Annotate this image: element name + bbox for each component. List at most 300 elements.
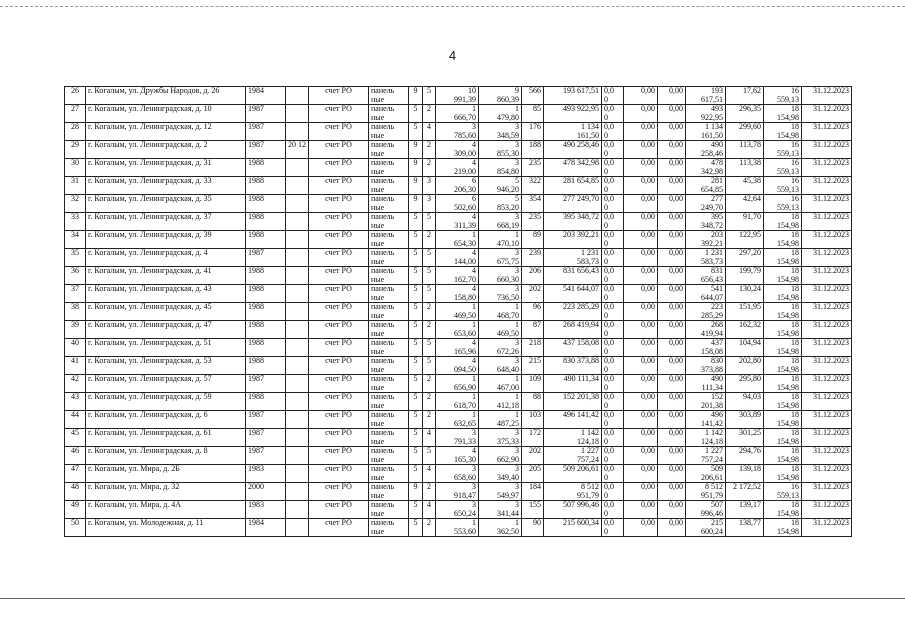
budget-b: 0,00 <box>658 213 686 231</box>
cost-per-sqm: 2 172,52 <box>726 483 764 501</box>
fund-zero <box>602 357 624 375</box>
build-year: 2000 <box>246 483 286 501</box>
total-area <box>436 285 479 303</box>
fund-method: счет РО <box>309 357 369 375</box>
total-cost-part: 1 227 <box>581 446 599 455</box>
limit-cost <box>764 303 802 321</box>
limit-cost-part: 154,98 <box>777 383 799 392</box>
total-area-part: 1 <box>472 302 476 311</box>
address: г. Когалым, ул. Ленинградская, д. 59 <box>86 393 246 411</box>
living-area-part: 375,33 <box>497 437 519 446</box>
total-cost <box>544 501 602 519</box>
extra-year <box>286 375 309 393</box>
living-area <box>479 375 522 393</box>
limit-cost-part: 18 <box>791 518 799 527</box>
total-area <box>436 141 479 159</box>
fund-method: счет РО <box>309 87 369 105</box>
owner-funds-part: 1 142 <box>705 428 723 437</box>
total-cost <box>544 339 602 357</box>
wall-material <box>369 213 409 231</box>
limit-cost-part: 154,98 <box>777 275 799 284</box>
fund-zero <box>602 303 624 321</box>
total-area-part: 3 <box>472 464 476 473</box>
total-cost <box>544 519 602 537</box>
row-number: 46 <box>65 447 86 465</box>
living-area-part: 349,40 <box>497 473 519 482</box>
fund-zero-part: 0 <box>604 527 608 536</box>
wall-material-part: ные <box>371 527 385 536</box>
wall-material <box>369 159 409 177</box>
living-area <box>479 411 522 429</box>
cost-per-sqm: 104,94 <box>726 339 764 357</box>
budget-b: 0,00 <box>658 195 686 213</box>
living-area <box>479 519 522 537</box>
entrances: 2 <box>423 303 436 321</box>
wall-material-part: панель <box>371 518 395 527</box>
total-cost-part: 490 258,46 <box>563 140 599 149</box>
limit-cost-part: 154,98 <box>777 329 799 338</box>
total-area <box>436 465 479 483</box>
owner-funds-part: 258,46 <box>701 149 723 158</box>
wall-material <box>369 177 409 195</box>
total-area <box>436 501 479 519</box>
owner-funds <box>686 213 726 231</box>
living-area-part: 469,50 <box>497 329 519 338</box>
total-area <box>436 321 479 339</box>
build-year: 1987 <box>246 123 286 141</box>
wall-material-part: панель <box>371 446 395 455</box>
total-area-part: 654,30 <box>454 239 476 248</box>
total-area-part: 309,00 <box>454 149 476 158</box>
living-area-part: 854,80 <box>497 167 519 176</box>
table-row <box>65 141 852 159</box>
limit-cost-part: 154,98 <box>777 473 799 482</box>
build-year: 1984 <box>246 519 286 537</box>
living-area-part: 341,44 <box>497 509 519 518</box>
owner-funds <box>686 195 726 213</box>
budget-a: 0,00 <box>624 231 658 249</box>
owner-funds-part: 1 231 <box>705 248 723 257</box>
deadline-date: 31.12.2023 <box>802 357 852 375</box>
budget-a: 0,00 <box>624 411 658 429</box>
budget-a: 0,00 <box>624 393 658 411</box>
limit-cost-part: 154,98 <box>777 401 799 410</box>
total-area-part: 918,47 <box>454 491 476 500</box>
limit-cost-part: 16 <box>791 140 799 149</box>
total-area-part: 311,39 <box>454 221 476 230</box>
living-area-part: 672,26 <box>497 347 519 356</box>
fund-zero-part: 0,0 <box>604 428 614 437</box>
owner-funds <box>686 177 726 195</box>
wall-material-part: ные <box>371 509 385 518</box>
table-row <box>65 231 852 249</box>
entrances: 2 <box>423 321 436 339</box>
total-cost <box>544 375 602 393</box>
living-area <box>479 429 522 447</box>
cost-per-sqm: 139,18 <box>726 465 764 483</box>
total-area-part: 1 <box>472 320 476 329</box>
limit-cost <box>764 213 802 231</box>
residents: 109 <box>522 375 544 393</box>
total-area-part: 469,50 <box>454 311 476 320</box>
floors: 5 <box>409 285 423 303</box>
owner-funds-part: 249,70 <box>701 203 723 212</box>
wall-material-part: ные <box>371 239 385 248</box>
owner-funds <box>686 393 726 411</box>
entrances: 2 <box>423 141 436 159</box>
total-cost <box>544 267 602 285</box>
fund-zero-part: 0,0 <box>604 482 614 491</box>
living-area-part: 3 <box>515 428 519 437</box>
page-number: 4 <box>448 48 457 63</box>
limit-cost-part: 16 <box>791 482 799 491</box>
total-area <box>436 411 479 429</box>
table-body <box>65 87 852 537</box>
fund-zero-part: 0 <box>604 221 608 230</box>
extra-year: 20 12 <box>286 141 309 159</box>
living-area-part: 468,70 <box>497 311 519 320</box>
wall-material-part: ные <box>371 167 385 176</box>
fund-method: счет РО <box>309 123 369 141</box>
total-area-part: 553,60 <box>454 527 476 536</box>
owner-funds <box>686 321 726 339</box>
wall-material <box>369 429 409 447</box>
fund-zero-part: 0 <box>604 365 608 374</box>
cost-per-sqm: 202,80 <box>726 357 764 375</box>
total-area-part: 3 <box>472 428 476 437</box>
address: г. Когалым, ул. Ленинградская, д. 31 <box>86 159 246 177</box>
total-area-part: 632,65 <box>454 419 476 428</box>
fund-zero <box>602 267 624 285</box>
wall-material-part: панель <box>371 500 395 509</box>
budget-a: 0,00 <box>624 339 658 357</box>
entrances: 4 <box>423 465 436 483</box>
total-area-part: 6 <box>472 194 476 203</box>
extra-year <box>286 303 309 321</box>
living-area-part: 467,00 <box>497 383 519 392</box>
fund-method: счет РО <box>309 519 369 537</box>
total-cost <box>544 87 602 105</box>
table-row <box>65 501 852 519</box>
residents: 235 <box>522 213 544 231</box>
budget-b: 0,00 <box>658 123 686 141</box>
row-number: 40 <box>65 339 86 357</box>
entrances: 2 <box>423 519 436 537</box>
budget-a: 0,00 <box>624 141 658 159</box>
deadline-date: 31.12.2023 <box>802 375 852 393</box>
deadline-date: 31.12.2023 <box>802 429 852 447</box>
fund-method: счет РО <box>309 231 369 249</box>
cost-per-sqm: 138,77 <box>726 519 764 537</box>
deadline-date: 31.12.2023 <box>802 249 852 267</box>
limit-cost-part: 154,98 <box>777 365 799 374</box>
fund-zero-part: 0 <box>604 239 608 248</box>
total-cost <box>544 213 602 231</box>
wall-material-part: панель <box>371 356 395 365</box>
owner-funds-part: 437 <box>711 338 723 347</box>
address: г. Когалым, ул. Ленинградская, д. 47 <box>86 321 246 339</box>
owner-funds <box>686 375 726 393</box>
deadline-date: 31.12.2023 <box>802 213 852 231</box>
build-year: 1983 <box>246 501 286 519</box>
residents: 205 <box>522 465 544 483</box>
row-number: 50 <box>65 519 86 537</box>
total-cost-part: 583,73 <box>577 257 599 266</box>
build-year: 1988 <box>246 357 286 375</box>
wall-material-part: панель <box>371 266 395 275</box>
living-area-part: 1 <box>515 302 519 311</box>
limit-cost <box>764 321 802 339</box>
living-area <box>479 501 522 519</box>
row-number: 33 <box>65 213 86 231</box>
fund-zero-part: 0 <box>604 275 608 284</box>
limit-cost <box>764 393 802 411</box>
living-area-part: 3 <box>515 284 519 293</box>
fund-method: счет РО <box>309 375 369 393</box>
total-area <box>436 195 479 213</box>
residents: 90 <box>522 519 544 537</box>
budget-b: 0,00 <box>658 267 686 285</box>
limit-cost-part: 154,98 <box>777 455 799 464</box>
cost-per-sqm: 151,95 <box>726 303 764 321</box>
fund-zero <box>602 447 624 465</box>
wall-material-part: панель <box>371 248 395 257</box>
address: г. Когалым, ул. Ленинградская, д. 57 <box>86 375 246 393</box>
wall-material <box>369 267 409 285</box>
floors: 5 <box>409 429 423 447</box>
entrances: 5 <box>423 249 436 267</box>
wall-material-part: ные <box>371 329 385 338</box>
owner-funds-part: 656,43 <box>701 275 723 284</box>
owner-funds <box>686 87 726 105</box>
cost-per-sqm: 294,76 <box>726 447 764 465</box>
cost-per-sqm: 295,80 <box>726 375 764 393</box>
fund-zero-part: 0,0 <box>604 338 614 347</box>
fund-zero-part: 0 <box>604 383 608 392</box>
floors: 5 <box>409 321 423 339</box>
living-area-part: 1 <box>515 104 519 113</box>
budget-b: 0,00 <box>658 105 686 123</box>
limit-cost <box>764 105 802 123</box>
wall-material <box>369 321 409 339</box>
fund-zero-part: 0,0 <box>604 140 614 149</box>
budget-b: 0,00 <box>658 321 686 339</box>
owner-funds-part: 111,34 <box>701 383 723 392</box>
total-cost <box>544 249 602 267</box>
limit-cost <box>764 177 802 195</box>
entrances: 5 <box>423 267 436 285</box>
limit-cost-part: 154,98 <box>777 419 799 428</box>
entrances: 5 <box>423 87 436 105</box>
wall-material-part: ные <box>371 221 385 230</box>
residents: 218 <box>522 339 544 357</box>
floors: 5 <box>409 465 423 483</box>
deadline-date: 31.12.2023 <box>802 411 852 429</box>
total-cost-part: 152 201,38 <box>563 392 599 401</box>
total-cost-part: 509 206,61 <box>563 464 599 473</box>
budget-a: 0,00 <box>624 87 658 105</box>
owner-funds-part: 342,98 <box>701 167 723 176</box>
living-area <box>479 231 522 249</box>
residents: 87 <box>522 321 544 339</box>
budget-b: 0,00 <box>658 141 686 159</box>
address: г. Когалым, ул. Ленинградская, д. 43 <box>86 285 246 303</box>
row-number: 47 <box>65 465 86 483</box>
extra-year <box>286 393 309 411</box>
budget-a: 0,00 <box>624 105 658 123</box>
residents: 88 <box>522 393 544 411</box>
row-number: 29 <box>65 141 86 159</box>
build-year: 1988 <box>246 285 286 303</box>
total-area <box>436 177 479 195</box>
address: г. Когалым, ул. Ленинградская, д. 37 <box>86 213 246 231</box>
living-area-part: 662,90 <box>497 455 519 464</box>
limit-cost-part: 18 <box>791 500 799 509</box>
table-row <box>65 483 852 501</box>
budget-b: 0,00 <box>658 303 686 321</box>
owner-funds-part: 124,18 <box>701 437 723 446</box>
limit-cost <box>764 465 802 483</box>
budget-a: 0,00 <box>624 375 658 393</box>
owner-funds-part: 951,79 <box>701 491 723 500</box>
owner-funds <box>686 285 726 303</box>
owner-funds <box>686 303 726 321</box>
limit-cost-part: 154,98 <box>777 131 799 140</box>
owner-funds-part: 617,51 <box>701 95 723 104</box>
fund-zero-part: 0 <box>604 311 608 320</box>
address: г. Когалым, ул. Ленинградская, д. 33 <box>86 177 246 195</box>
entrances: 2 <box>423 411 436 429</box>
limit-cost-part: 18 <box>791 122 799 131</box>
floors: 5 <box>409 501 423 519</box>
limit-cost-part: 18 <box>791 248 799 257</box>
total-cost-part: 268 419,94 <box>563 320 599 329</box>
owner-funds-part: 996,46 <box>701 509 723 518</box>
extra-year <box>286 159 309 177</box>
living-area-part: 9 <box>515 86 519 95</box>
limit-cost-part: 154,98 <box>777 509 799 518</box>
total-area-part: 656,90 <box>454 383 476 392</box>
fund-zero-part: 0,0 <box>604 86 614 95</box>
fund-zero <box>602 465 624 483</box>
fund-zero-part: 0,0 <box>604 230 614 239</box>
fund-zero-part: 0,0 <box>604 500 614 509</box>
owner-funds-part: 490 <box>711 374 723 383</box>
deadline-date: 31.12.2023 <box>802 195 852 213</box>
living-area <box>479 159 522 177</box>
row-number: 30 <box>65 159 86 177</box>
total-cost-part: 757,24 <box>577 455 599 464</box>
address: г. Когалым, ул. Молодежная, д. 11 <box>86 519 246 537</box>
total-area-part: 785,60 <box>454 131 476 140</box>
fund-zero-part: 0,0 <box>604 464 614 473</box>
extra-year <box>286 357 309 375</box>
fund-zero-part: 0,0 <box>604 392 614 401</box>
entrances: 2 <box>423 105 436 123</box>
wall-material-part: ные <box>371 383 385 392</box>
limit-cost <box>764 501 802 519</box>
owner-funds-part: 161,50 <box>701 131 723 140</box>
owner-funds-part: 285,29 <box>701 311 723 320</box>
wall-material-part: панель <box>371 140 395 149</box>
wall-material-part: панель <box>371 464 395 473</box>
wall-material-part: ные <box>371 401 385 410</box>
living-area-part: 3 <box>515 482 519 491</box>
cost-per-sqm: 296,35 <box>726 105 764 123</box>
deadline-date: 31.12.2023 <box>802 159 852 177</box>
total-area-part: 1 <box>472 392 476 401</box>
row-number: 31 <box>65 177 86 195</box>
total-area-part: 4 <box>472 140 476 149</box>
living-area-part: 860,39 <box>497 95 519 104</box>
floors: 5 <box>409 411 423 429</box>
build-year: 1988 <box>246 231 286 249</box>
extra-year <box>286 465 309 483</box>
residents: 235 <box>522 159 544 177</box>
residents: 215 <box>522 357 544 375</box>
total-cost <box>544 411 602 429</box>
total-area <box>436 231 479 249</box>
build-year: 1988 <box>246 321 286 339</box>
floors: 5 <box>409 249 423 267</box>
owner-funds <box>686 519 726 537</box>
residents: 239 <box>522 249 544 267</box>
address: г. Когалым, ул. Мира, д. 2Б <box>86 465 246 483</box>
living-area <box>479 447 522 465</box>
total-area-part: 791,33 <box>454 437 476 446</box>
fund-method: счет РО <box>309 411 369 429</box>
cost-per-sqm: 130,24 <box>726 285 764 303</box>
cost-per-sqm: 299,60 <box>726 123 764 141</box>
wall-material <box>369 411 409 429</box>
build-year: 1987 <box>246 411 286 429</box>
wall-material-part: ные <box>371 437 385 446</box>
fund-zero <box>602 87 624 105</box>
deadline-date: 31.12.2023 <box>802 87 852 105</box>
cost-per-sqm: 94,03 <box>726 393 764 411</box>
fund-method: счет РО <box>309 393 369 411</box>
fund-zero <box>602 411 624 429</box>
table-row <box>65 123 852 141</box>
total-cost-part: 215 600,34 <box>563 518 599 527</box>
limit-cost-part: 559,13 <box>777 203 799 212</box>
wall-material-part: панель <box>371 176 395 185</box>
total-cost-part: 1 142 <box>581 428 599 437</box>
row-number: 37 <box>65 285 86 303</box>
total-area-part: 4 <box>472 248 476 257</box>
floors: 9 <box>409 159 423 177</box>
floors: 5 <box>409 303 423 321</box>
total-area-part: 162,70 <box>454 275 476 284</box>
table-row <box>65 375 852 393</box>
wall-material-part: панель <box>371 410 395 419</box>
living-area <box>479 465 522 483</box>
cost-per-sqm: 91,70 <box>726 213 764 231</box>
limit-cost <box>764 285 802 303</box>
extra-year <box>286 411 309 429</box>
wall-material-part: ные <box>371 185 385 194</box>
owner-funds-part: 348,72 <box>701 221 723 230</box>
owner-funds-part: 830 <box>711 356 723 365</box>
living-area <box>479 213 522 231</box>
budget-a: 0,00 <box>624 213 658 231</box>
fund-method: счет РО <box>309 483 369 501</box>
total-area <box>436 267 479 285</box>
owner-funds <box>686 429 726 447</box>
fund-zero <box>602 393 624 411</box>
wall-material-part: ные <box>371 131 385 140</box>
address: г. Когалым, ул. Ленинградская, д. 10 <box>86 105 246 123</box>
